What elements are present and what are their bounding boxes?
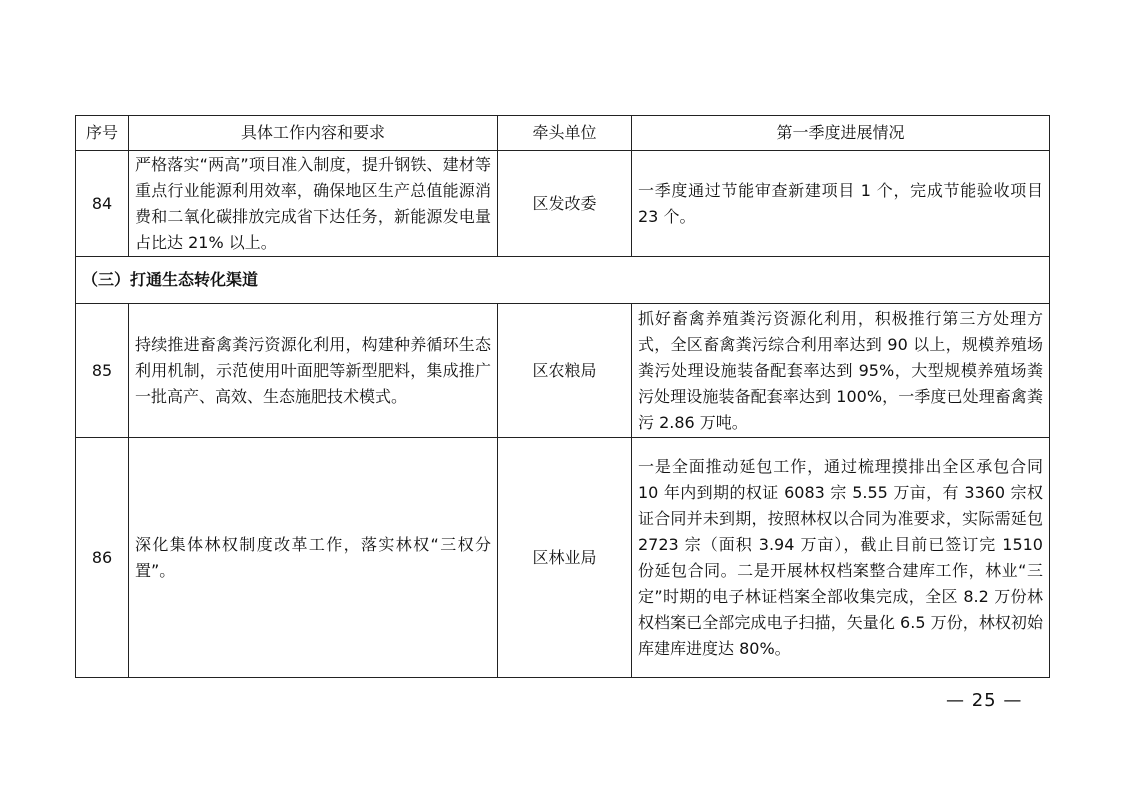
header-lead-unit: 牵头单位 (498, 116, 632, 151)
table-row (76, 438, 1050, 678)
table-row (76, 304, 1050, 438)
page-number: — 25 — (946, 690, 1023, 711)
section-title: （三）打通生态转化渠道 (76, 257, 1050, 304)
row-lead-unit: 区农粮局 (498, 304, 632, 438)
work-progress-table (75, 115, 1050, 678)
row-task: 严格落实“两高”项目准入制度，提升钢铁、建材等重点行业能源利用效率，确保地区生产总值能源消费和二氧化碳排放完成省下达任务，新能源发电量占比达 21% 以上。 (129, 151, 498, 257)
header-progress: 第一季度进展情况 (632, 116, 1050, 151)
row-task: 持续推进畜禽粪污资源化利用，构建种养循环生态利用机制，示范使用叶面肥等新型肥料，集成推广一批高产、高效、生态施肥技术模式。 (129, 304, 498, 438)
row-number: 84 (76, 151, 129, 257)
header-number: 序号 (76, 116, 129, 151)
table-row (76, 151, 1050, 257)
row-lead-unit: 区发改委 (498, 151, 632, 257)
row-task: 深化集体林权制度改革工作，落实林权“三权分置”。 (129, 438, 498, 678)
table-header-row (76, 116, 1050, 151)
row-lead-unit: 区林业局 (498, 438, 632, 678)
header-task: 具体工作内容和要求 (129, 116, 498, 151)
row-number: 85 (76, 304, 129, 438)
section-row (76, 257, 1050, 304)
row-progress: 一季度通过节能审查新建项目 1 个，完成节能验收项目 23 个。 (632, 151, 1050, 257)
row-progress: 一是全面推动延包工作，通过梳理摸排出全区承包合同 10 年内到期的权证 6083 宗 5.55 万亩，有 3360 宗权证合同并未到期，按照林权以合同为准要求，实际需延包 2723 宗（面积 3.94 万亩），截止目前已签订完 1510 份延包合同。二是开展林权档案整合建库工作，林业“三定”时期的电子林证档案全部收集完成，全区 8.2 万份林权档案已全部完成电子扫描，矢量化 6.5 万份，林权初始库建库进度达 80%。 (632, 438, 1050, 678)
row-progress: 抓好畜禽养殖粪污资源化利用，积极推行第三方处理方式，全区畜禽粪污综合利用率达到 90 以上，规模养殖场粪污处理设施装备配套率达到 95%，大型规模养殖场粪污处理设施装备配套率达到 100%，一季度已处理畜禽粪污 2.86 万吨。 (632, 304, 1050, 438)
row-number: 86 (76, 438, 129, 678)
